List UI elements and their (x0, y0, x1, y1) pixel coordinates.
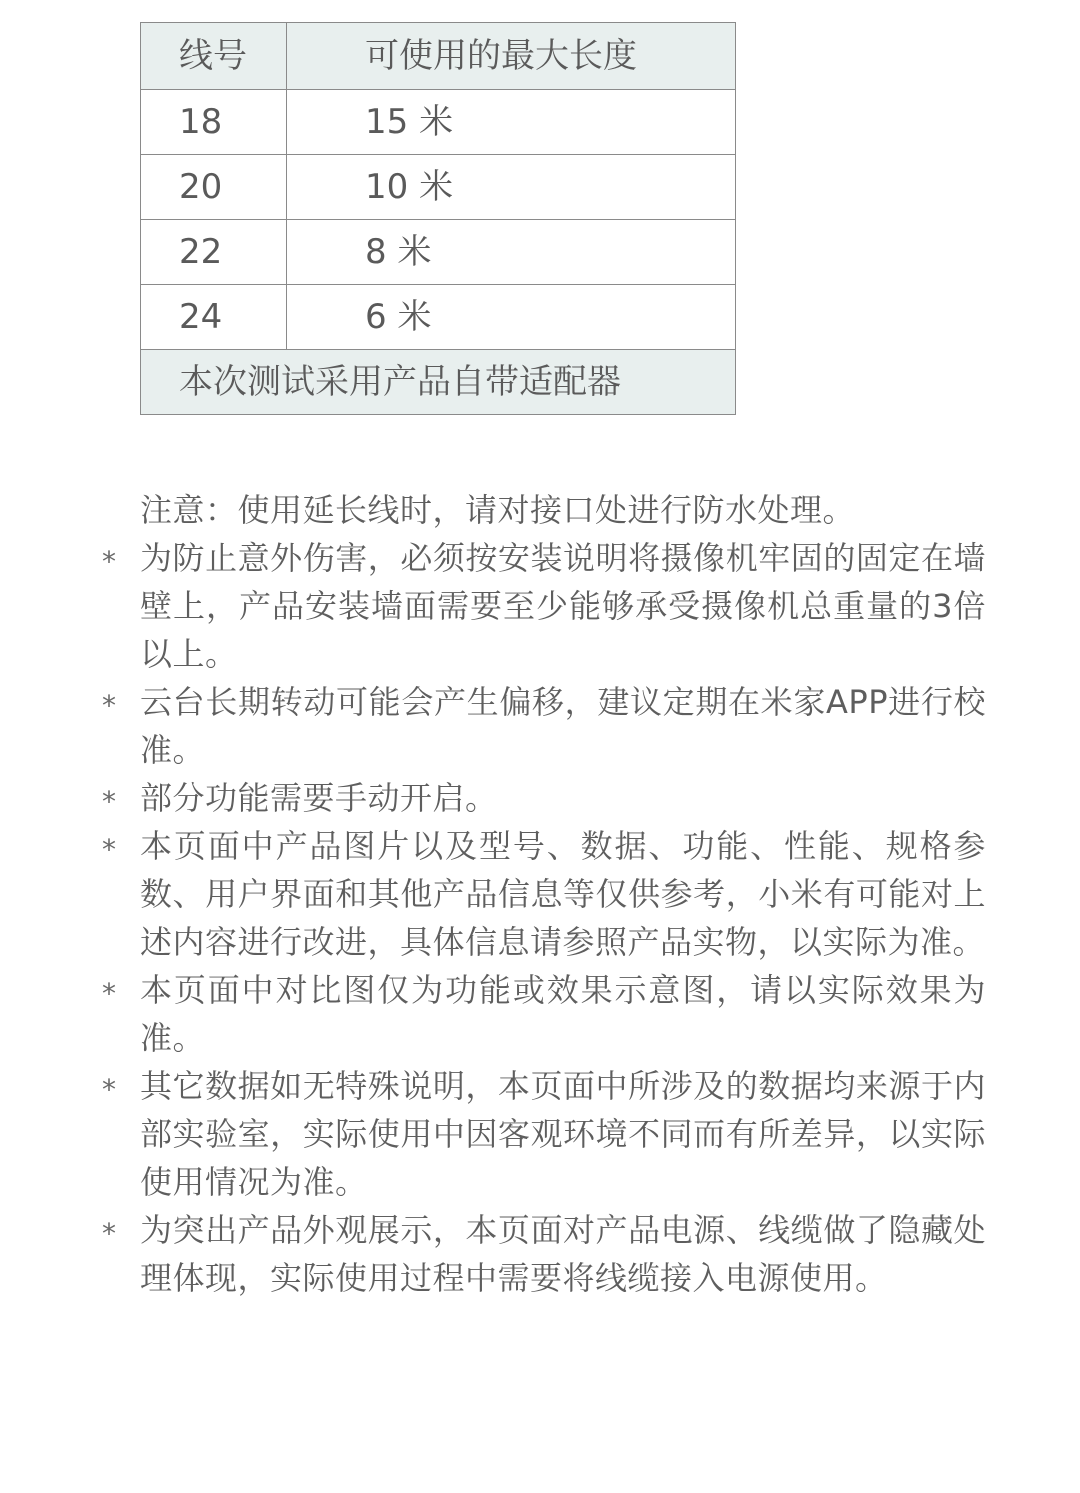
table-row (141, 285, 736, 350)
cell-wire-gauge: 24 (141, 285, 287, 350)
notice-text (140, 486, 986, 534)
notes-section (0, 486, 1080, 1302)
cell-wire-gauge: 20 (141, 155, 287, 220)
note-item (102, 678, 986, 774)
note-text: 其它数据如无特殊说明，本页面中所涉及的数据均来源于内部实验室，实际使用中因客观环境不同而有所差异，以实际使用情况为准。 (140, 1067, 986, 1201)
notice-line: 注意：使用延长线时，请对接口处进行防水处理。 (140, 491, 856, 529)
note-item (102, 822, 986, 966)
cell-wire-gauge: 18 (141, 90, 287, 155)
wire-length-table (140, 22, 736, 415)
table-row (141, 220, 736, 285)
table-row (141, 90, 736, 155)
note-item (102, 1206, 986, 1302)
note-item (102, 534, 986, 678)
note-text: 为防止意外伤害，必须按安装说明将摄像机牢固的固定在墙壁上，产品安装墙面需要至少能够承受摄像机总重量的3倍以上。 (140, 539, 986, 673)
table-footer-note: 本次测试采用产品自带适配器 (141, 350, 736, 415)
cell-max-length: 8 米 (287, 220, 736, 285)
note-text: 部分功能需要手动开启。 (140, 779, 498, 817)
table-row (141, 155, 736, 220)
table-footer-row (141, 350, 736, 415)
asterisk-icon: * (102, 785, 117, 818)
header-max-length: 可使用的最大长度 (287, 23, 736, 90)
note-item (102, 1062, 986, 1206)
note-text: 本页面中对比图仅为功能或效果示意图，请以实际效果为准。 (140, 971, 986, 1057)
cell-max-length: 15 米 (287, 90, 736, 155)
cell-max-length: 6 米 (287, 285, 736, 350)
header-wire-gauge: 线号 (141, 23, 287, 90)
asterisk-icon: * (102, 545, 117, 578)
asterisk-icon: * (102, 689, 117, 722)
asterisk-icon: * (102, 1217, 117, 1250)
asterisk-icon: * (102, 1073, 117, 1106)
asterisk-icon: * (102, 977, 117, 1010)
note-text: 本页面中产品图片以及型号、数据、功能、性能、规格参数、用户界面和其他产品信息等仅供参考，小米有可能对上述内容进行改进，具体信息请参照产品实物，以实际为准。 (140, 827, 986, 961)
note-item (102, 774, 986, 822)
note-item (102, 966, 986, 1062)
cell-max-length: 10 米 (287, 155, 736, 220)
cell-wire-gauge: 22 (141, 220, 287, 285)
table-header-row (141, 23, 736, 90)
asterisk-icon: * (102, 833, 117, 866)
note-text: 为突出产品外观展示，本页面对产品电源、线缆做了隐藏处理体现，实际使用过程中需要将线缆接入电源使用。 (140, 1211, 986, 1297)
note-text: 云台长期转动可能会产生偏移，建议定期在米家APP进行校准。 (140, 683, 986, 769)
